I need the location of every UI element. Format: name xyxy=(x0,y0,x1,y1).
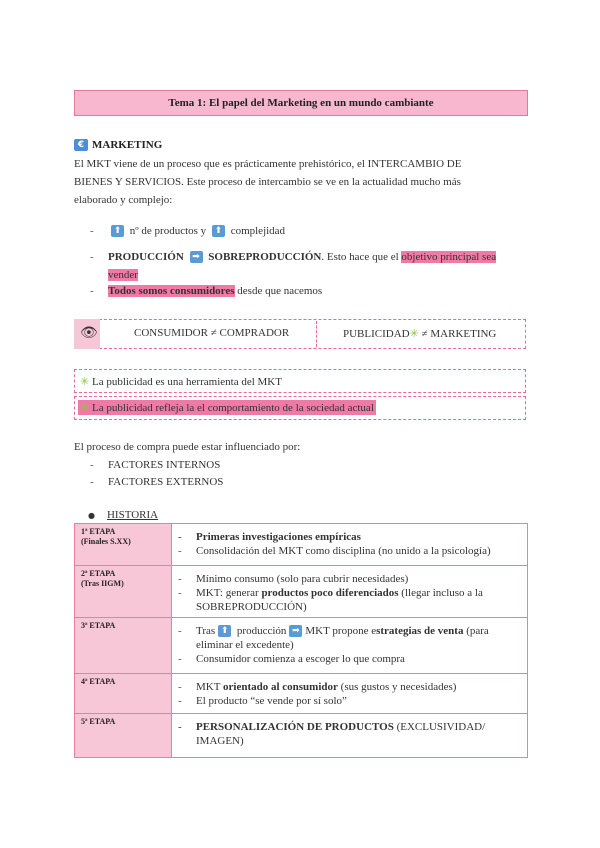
consumer-vs-buyer: CONSUMIDOR ≠ COMPRADOR xyxy=(134,327,290,339)
list-item: - Todos somos consumidores desde que nacemos xyxy=(90,285,323,297)
sparkle-icon: ✳ xyxy=(80,375,90,388)
highlight: objetivo principal sea xyxy=(401,251,497,263)
intro-paragraph xyxy=(74,155,526,209)
sparkle-icon: ✳ xyxy=(80,401,90,414)
stage-description: - PERSONALIZACIÓN DE PRODUCTOS (EXCLUSIVIDAD/ IMAGEN) xyxy=(172,714,528,758)
history-table xyxy=(74,523,528,758)
up-arrow-icon: ⬆ xyxy=(111,225,124,237)
stage-cell: 2ª ETAPA (Tras IIGM) xyxy=(75,566,172,618)
up-arrow-icon: ⬆ xyxy=(212,225,225,237)
document-title: Tema 1: El papel del Marketing en un mundo cambiante xyxy=(74,90,528,116)
intro-line: El MKT viene de un proceso que es prácticamente prehistórico, el INTERCAMBIO DE xyxy=(74,158,462,170)
highlight: vender xyxy=(108,269,138,281)
section-heading xyxy=(74,139,162,151)
intro-line: elaborado y complejo: xyxy=(74,194,173,206)
stage-description: - Mínimo consumo (solo para cubrir necesidades) - MKT: generar productos poco diferenciados (llegar incluso a la SOBREPRODUCCIÓN) xyxy=(172,566,528,618)
up-arrow-icon: ⬆ xyxy=(218,625,231,637)
euro-banknote-icon: € xyxy=(74,139,88,151)
list-item: - FACTORES EXTERNOS xyxy=(90,476,224,488)
stage-cell: 5ª ETAPA xyxy=(75,714,172,758)
stage-cell: 1ª ETAPA (Finales S.XX) xyxy=(75,524,172,566)
stage-description: - Primeras investigaciones empíricas - Consolidación del MKT como disciplina (no unido a la psicología) xyxy=(172,524,528,566)
list-item: - FACTORES INTERNOS xyxy=(90,459,221,471)
table-row xyxy=(75,524,528,566)
stage-cell: 4ª ETAPA xyxy=(75,674,172,714)
note-item-highlighted: ✳ La publicidad refleja la el comportamiento de la sociedad actual xyxy=(80,401,374,414)
process-intro: El proceso de compra puede estar influenciado por: xyxy=(74,441,301,453)
history-heading: ● HISTORIA xyxy=(88,509,159,521)
table-row xyxy=(75,618,528,674)
eye-icon: 👁 xyxy=(80,325,98,341)
table-row xyxy=(75,714,528,758)
stage-description: - Tras ⬆ producción ➡ MKT propone estrategias de venta (para eliminar el excedente) - Consumidor comienza a escoger lo que compra xyxy=(172,618,528,674)
bullet-dot-icon: ● xyxy=(88,510,95,520)
section-label: MARKETING xyxy=(92,139,163,151)
intro-line: BIENES Y SERVICIOS. Este proceso de intercambio se ve en la actualidad mucho más xyxy=(74,176,461,188)
note-item: ✳ La publicidad es una herramienta del MKT xyxy=(80,375,282,388)
right-arrow-icon: ➡ xyxy=(289,625,302,637)
right-arrow-icon: ➡ xyxy=(190,251,203,263)
sparkle-icon: ✳ xyxy=(409,327,419,340)
highlight: Todos somos consumidores xyxy=(108,285,235,297)
advertising-vs-marketing: PUBLICIDAD✳ ≠ MARKETING xyxy=(343,327,497,340)
stage-cell: 3ª ETAPA xyxy=(75,618,172,674)
list-item: - PRODUCCIÓN ➡ SOBREPRODUCCIÓN. Esto hace que el objetivo principal sea vender xyxy=(90,251,497,281)
divider xyxy=(316,321,317,347)
list-item: - ⬆ nº de productos y ⬆ complejidad xyxy=(90,225,286,237)
table-row xyxy=(75,566,528,618)
stage-description: - MKT orientado al consumidor (sus gustos y necesidades) - El producto “se vende por sí solo” xyxy=(172,674,528,714)
table-row xyxy=(75,674,528,714)
